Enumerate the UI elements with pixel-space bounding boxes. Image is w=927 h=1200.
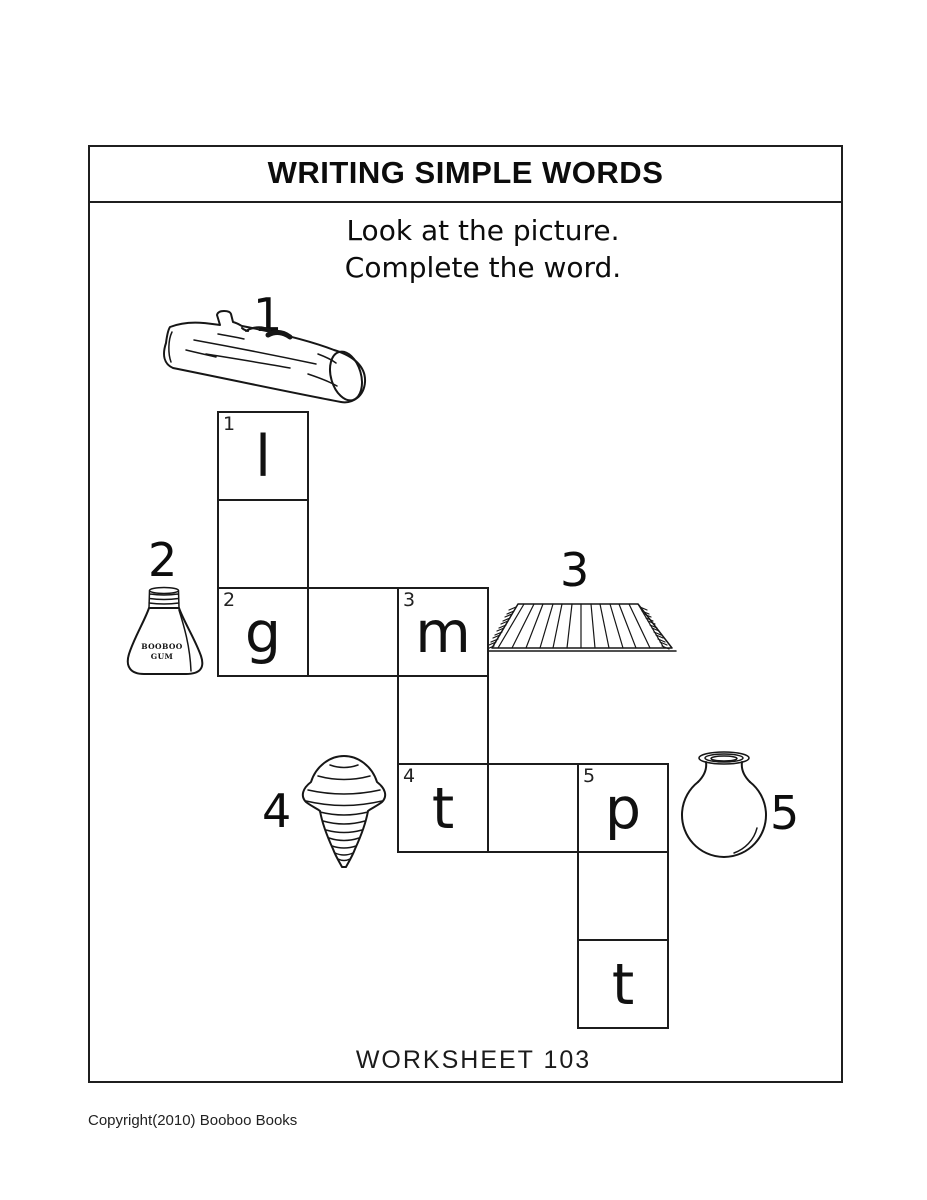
cell-letter [309,589,397,675]
instruction-line-1: Look at the picture. [346,214,620,247]
page-title: WRITING SIMPLE WORDS [267,155,664,190]
crossword-cell-blank[interactable] [217,499,309,589]
cell-letter [489,765,577,851]
crossword-cell-5[interactable] [577,763,669,853]
cell-letter: t [431,776,455,842]
cell-letter: p [604,776,642,842]
picture-number-5: 5 [770,786,800,840]
cell-letter [219,501,307,587]
crossword-cell-1[interactable] [217,411,309,501]
cell-letter: l [255,424,271,490]
picture-number-3: 3 [560,543,590,597]
pot-illustration [678,748,772,868]
cell-letter [399,677,487,763]
bottle-label-line-2: GUM [150,652,174,661]
instructions [183,212,783,286]
cell-letter: g [244,600,282,666]
gum-bottle-illustration [124,586,206,680]
title-band [88,145,843,203]
copyright-text: Copyright(2010) Booboo Books [88,1112,298,1129]
picture-number-4: 4 [262,784,292,838]
instruction-line-2: Complete the word. [344,251,622,284]
cell-letter: m [415,600,471,666]
crossword-cell-blank[interactable] [487,763,579,853]
cell-letter: t [611,952,635,1018]
crossword-cell-2[interactable] [217,587,309,677]
crossword-cell-final-t[interactable] [577,939,669,1029]
worksheet-number-label: WORKSHEET 103 [355,1046,592,1074]
crossword-cell-blank[interactable] [397,675,489,765]
cell-number: 4 [403,765,416,787]
cell-number: 1 [223,413,236,435]
mat-illustration [486,596,678,662]
picture-number-2: 2 [148,533,178,587]
bottle-label-line-1: BOOBOO [141,642,183,651]
picture-number-1: 1 [253,288,283,342]
cell-number: 3 [403,589,416,611]
crossword-cell-3[interactable] [397,587,489,677]
crossword-cell-4[interactable] [397,763,489,853]
crossword-cell-blank[interactable] [577,851,669,941]
cell-number: 5 [583,765,596,787]
cell-letter [579,853,667,939]
cell-number: 2 [223,589,236,611]
crossword-cell-blank[interactable] [307,587,399,677]
log-illustration [158,310,376,408]
spinning-top-illustration [296,754,392,868]
